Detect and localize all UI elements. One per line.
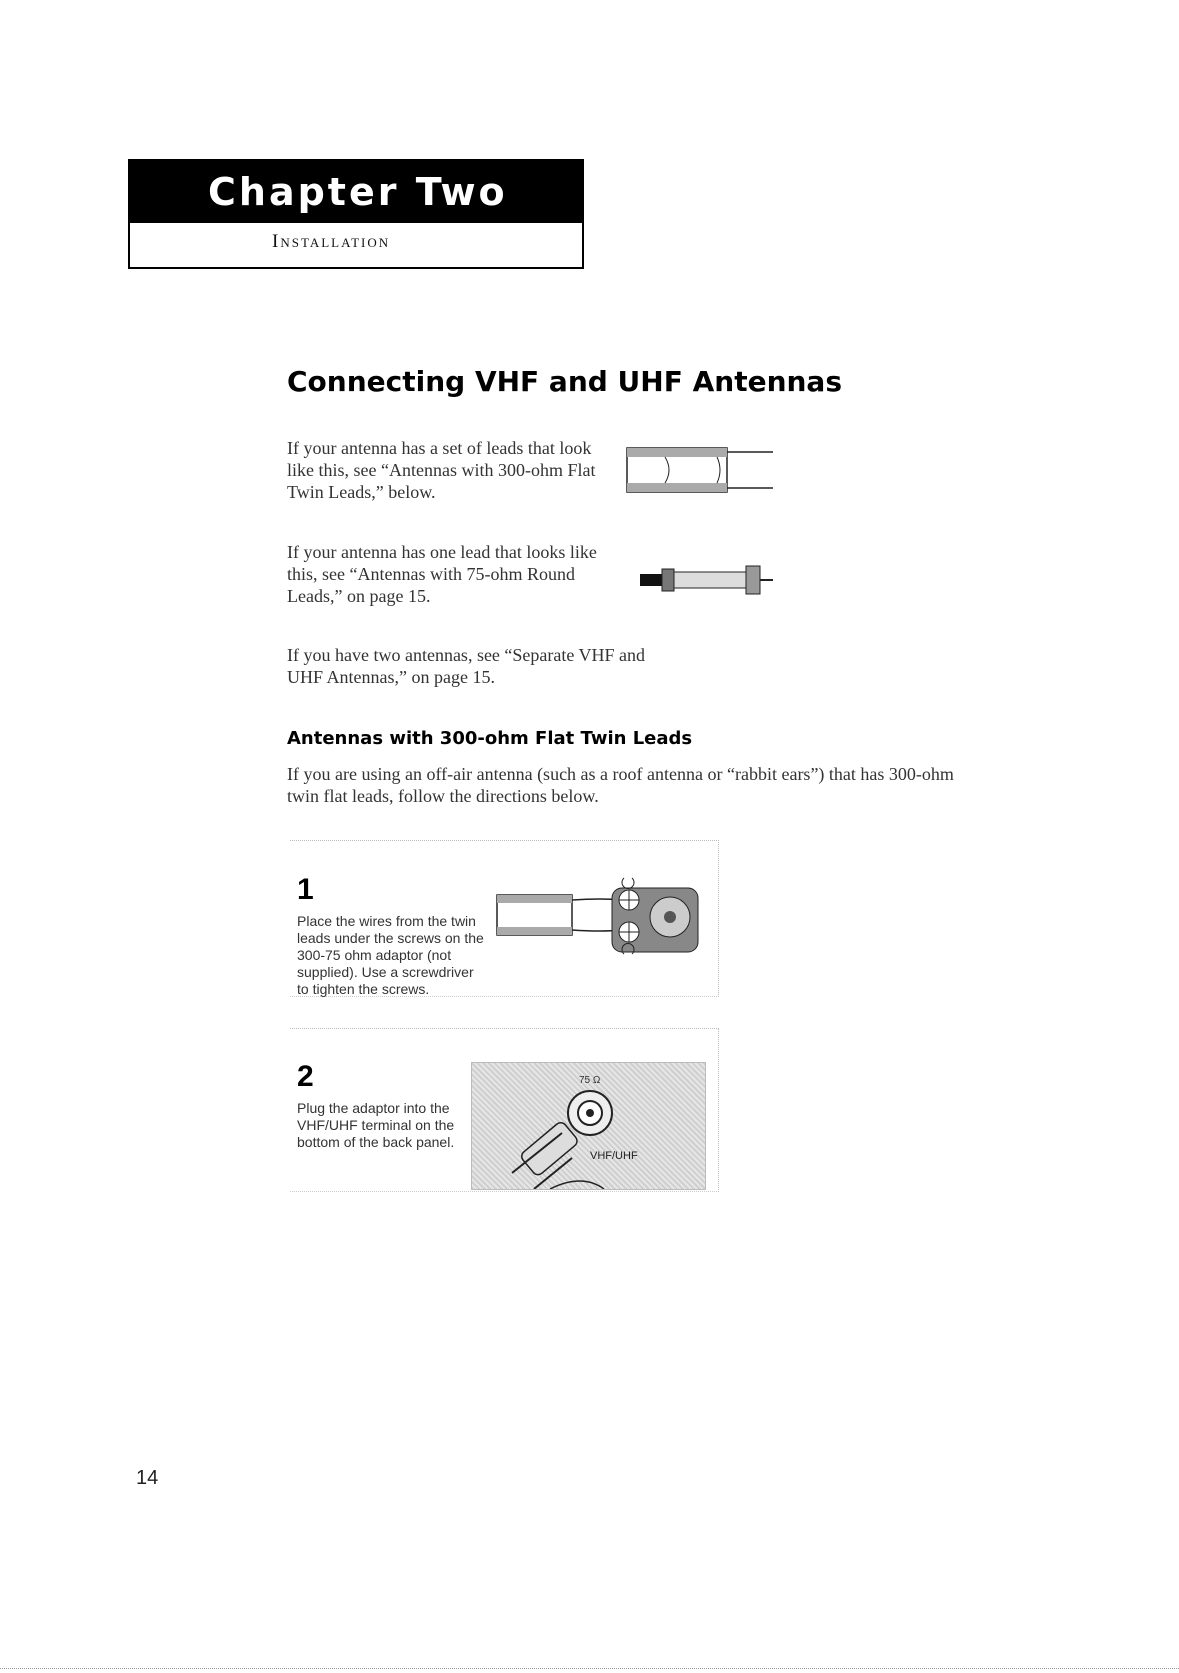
back-panel-illustration bbox=[471, 1062, 706, 1190]
step-2-number: 2 bbox=[297, 1060, 314, 1093]
adaptor-icon bbox=[492, 870, 707, 960]
chapter-title: Chapter Two bbox=[130, 161, 582, 223]
step-1-text: Place the wires from the twin leads under the screws on the 300-75 ohm adaptor (not supplied). Use a screwdriver to tighten the screws. bbox=[297, 913, 484, 997]
panel-ohm-label: 75 Ω bbox=[579, 1075, 601, 1086]
page-number: 14 bbox=[136, 1467, 159, 1489]
terminal-icon bbox=[472, 1063, 705, 1189]
section-title: Connecting VHF and UHF Antennas bbox=[287, 365, 842, 398]
coax-lead-icon bbox=[640, 560, 775, 600]
step-2 bbox=[297, 1060, 487, 1151]
step-1-number: 1 bbox=[297, 873, 314, 906]
intro-paragraph-3: If you have two antennas, see “Separate VHF and UHF Antennas,” on page 15. bbox=[287, 645, 646, 687]
intro-paragraph-2: If your antenna has one lead that looks like this, see “Antennas with 75-ohm Round Leads,” on page 15. bbox=[287, 542, 597, 606]
step-2-text: Plug the adaptor into the VHF/UHF terminal on the bottom of the back panel. bbox=[297, 1100, 455, 1150]
subsection-body: If you are using an off-air antenna (such as a roof antenna or “rabbit ears”) that has 300-ohm twin flat leads, follow the directions below. bbox=[287, 764, 954, 806]
intro-paragraph-1: If your antenna has a set of leads that look like this, see “Antennas with 300-ohm Flat Twin Leads,” below. bbox=[287, 438, 596, 502]
chapter-header bbox=[128, 159, 584, 269]
step-1 bbox=[297, 873, 487, 998]
bottom-rule bbox=[0, 1668, 1179, 1669]
panel-terminal-label: VHF/UHF bbox=[590, 1150, 638, 1162]
subsection-title: Antennas with 300-ohm Flat Twin Leads bbox=[287, 728, 693, 749]
twin-lead-icon bbox=[625, 440, 775, 500]
chapter-subtitle: Installation bbox=[272, 231, 391, 252]
